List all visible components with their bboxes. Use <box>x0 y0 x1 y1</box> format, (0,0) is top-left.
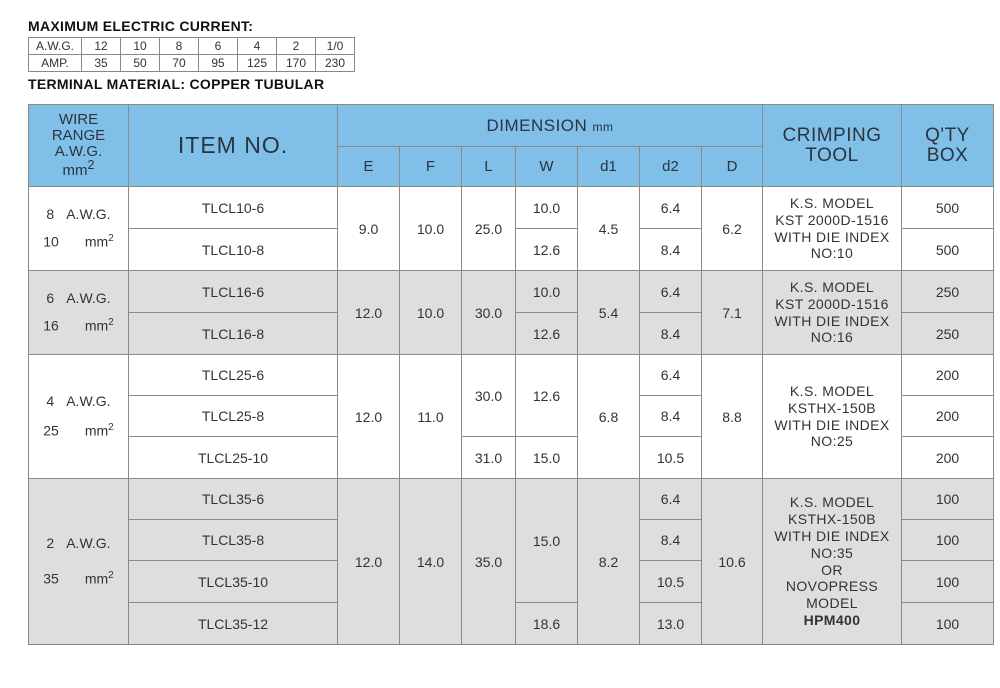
item-no: TLCL16-6 <box>129 271 338 313</box>
amp-value: 170 <box>277 55 316 72</box>
dim-w: 15.0 <box>516 479 578 603</box>
item-no: TLCL35-12 <box>129 603 338 645</box>
header-dim-f: F <box>400 147 462 187</box>
wire-range-cell: 2 A.W.G. 35 $mm^2$ <box>29 479 129 645</box>
qty-box: 500 <box>902 187 994 229</box>
header-dim-d2: d2 <box>640 147 702 187</box>
header-qty-box: Q'TY BOX <box>902 105 994 187</box>
dim-e: 9.0 <box>338 187 400 271</box>
dim-l: 30.0 <box>462 355 516 437</box>
qty-box: 250 <box>902 271 994 313</box>
dim-e: 12.0 <box>338 271 400 355</box>
dim-l: 31.0 <box>462 437 516 479</box>
header-dim-big-d: D <box>702 147 763 187</box>
item-no: TLCL16-8 <box>129 313 338 355</box>
awg-row <box>29 38 355 55</box>
dim-w: 15.0 <box>516 437 578 479</box>
awg-value: 2 <box>277 38 316 55</box>
dim-w: 12.6 <box>516 229 578 271</box>
awg-value: 6 <box>199 38 238 55</box>
wire-range-cell: 4 A.W.G. 25 $mm^2$ <box>29 355 129 479</box>
dim-d2: 8.4 <box>640 313 702 355</box>
header-wire-range: WIRE RANGE A.W.G. $mm^2$ <box>29 105 129 187</box>
awg-value: 10 <box>121 38 160 55</box>
qty-box: 250 <box>902 313 994 355</box>
header-item-no: ITEM NO. <box>129 105 338 187</box>
dim-l: 25.0 <box>462 187 516 271</box>
dim-d2: 6.4 <box>640 355 702 396</box>
dim-f: 11.0 <box>400 355 462 479</box>
amp-value: 125 <box>238 55 277 72</box>
dim-f: 10.0 <box>400 187 462 271</box>
awg-value: 12 <box>82 38 121 55</box>
awg-value: 1/0 <box>316 38 355 55</box>
dim-l: 30.0 <box>462 271 516 355</box>
crimping-tool-cell: K.S. MODEL KSTHX-150B WITH DIE INDEX NO:25 <box>763 355 902 479</box>
header-crimping-tool: CRIMPING TOOL <box>763 105 902 187</box>
header-dim-e: E <box>338 147 400 187</box>
amp-value: 95 <box>199 55 238 72</box>
item-no: TLCL10-8 <box>129 229 338 271</box>
dim-e: 12.0 <box>338 355 400 479</box>
dim-e: 12.0 <box>338 479 400 645</box>
header-dimension: DIMENSION mm <box>338 105 763 147</box>
dim-big-d: 10.6 <box>702 479 763 645</box>
dim-d1: 6.8 <box>578 355 640 479</box>
header-dim-w: W <box>516 147 578 187</box>
table-row <box>29 355 994 396</box>
amp-label: AMP. <box>29 55 82 72</box>
item-no: TLCL10-6 <box>129 187 338 229</box>
max-current-title: MAXIMUM ELECTRIC CURRENT: <box>28 18 254 34</box>
amp-value: 70 <box>160 55 199 72</box>
item-no: TLCL25-10 <box>129 437 338 479</box>
dim-d2: 6.4 <box>640 479 702 520</box>
dim-d2: 8.4 <box>640 229 702 271</box>
table-row <box>29 479 994 520</box>
table-row <box>29 271 994 313</box>
table-row <box>29 187 994 229</box>
qty-box: 100 <box>902 603 994 645</box>
amp-value: 35 <box>82 55 121 72</box>
dim-w: 12.6 <box>516 313 578 355</box>
qty-box: 200 <box>902 437 994 479</box>
crimping-tool-cell: K.S. MODEL KST 2000D-1516 WITH DIE INDEX NO:16 <box>763 271 902 355</box>
dim-w: 10.0 <box>516 271 578 313</box>
qty-box: 500 <box>902 229 994 271</box>
current-table <box>28 37 355 72</box>
dim-d1: 4.5 <box>578 187 640 271</box>
amp-value: 50 <box>121 55 160 72</box>
dim-d2: 6.4 <box>640 271 702 313</box>
wire-range-cell: 8 A.W.G. 10 $mm^2$ <box>29 187 129 271</box>
dim-w: 10.0 <box>516 187 578 229</box>
amp-value: 230 <box>316 55 355 72</box>
header-dim-l: L <box>462 147 516 187</box>
dim-d2: 10.5 <box>640 561 702 603</box>
dim-d2: 13.0 <box>640 603 702 645</box>
awg-label: A.W.G. <box>29 38 82 55</box>
crimping-tool-cell: K.S. MODEL KSTHX-150B WITH DIE INDEX NO:35 OR NOVOPRESS MODEL HPM400 <box>763 479 902 645</box>
dim-d1: 8.2 <box>578 479 640 645</box>
header-dim-d1: d1 <box>578 147 640 187</box>
awg-value: 4 <box>238 38 277 55</box>
item-no: TLCL35-6 <box>129 479 338 520</box>
dim-w: 12.6 <box>516 355 578 437</box>
qty-box: 100 <box>902 561 994 603</box>
dim-f: 14.0 <box>400 479 462 645</box>
awg-value: 8 <box>160 38 199 55</box>
dim-big-d: 8.8 <box>702 355 763 479</box>
dim-d2: 8.4 <box>640 396 702 437</box>
dim-d2: 8.4 <box>640 520 702 561</box>
dim-l: 35.0 <box>462 479 516 645</box>
dim-d2: 10.5 <box>640 437 702 479</box>
dim-f: 10.0 <box>400 271 462 355</box>
qty-box: 100 <box>902 479 994 520</box>
dim-d1: 5.4 <box>578 271 640 355</box>
item-no: TLCL35-10 <box>129 561 338 603</box>
wire-range-cell: 6 A.W.G. 16 $mm^2$ <box>29 271 129 355</box>
dim-w: 18.6 <box>516 603 578 645</box>
dim-big-d: 6.2 <box>702 187 763 271</box>
crimping-tool-cell: K.S. MODEL KST 2000D-1516 WITH DIE INDEX NO:10 <box>763 187 902 271</box>
item-no: TLCL25-6 <box>129 355 338 396</box>
dim-big-d: 7.1 <box>702 271 763 355</box>
qty-box: 100 <box>902 520 994 561</box>
qty-box: 200 <box>902 355 994 396</box>
qty-box: 200 <box>902 396 994 437</box>
item-no: TLCL25-8 <box>129 396 338 437</box>
item-no: TLCL35-8 <box>129 520 338 561</box>
terminal-material-title: TERMINAL MATERIAL: COPPER TUBULAR <box>28 76 325 92</box>
dim-d2: 6.4 <box>640 187 702 229</box>
amp-row <box>29 55 355 72</box>
terminal-spec-table <box>28 104 994 645</box>
